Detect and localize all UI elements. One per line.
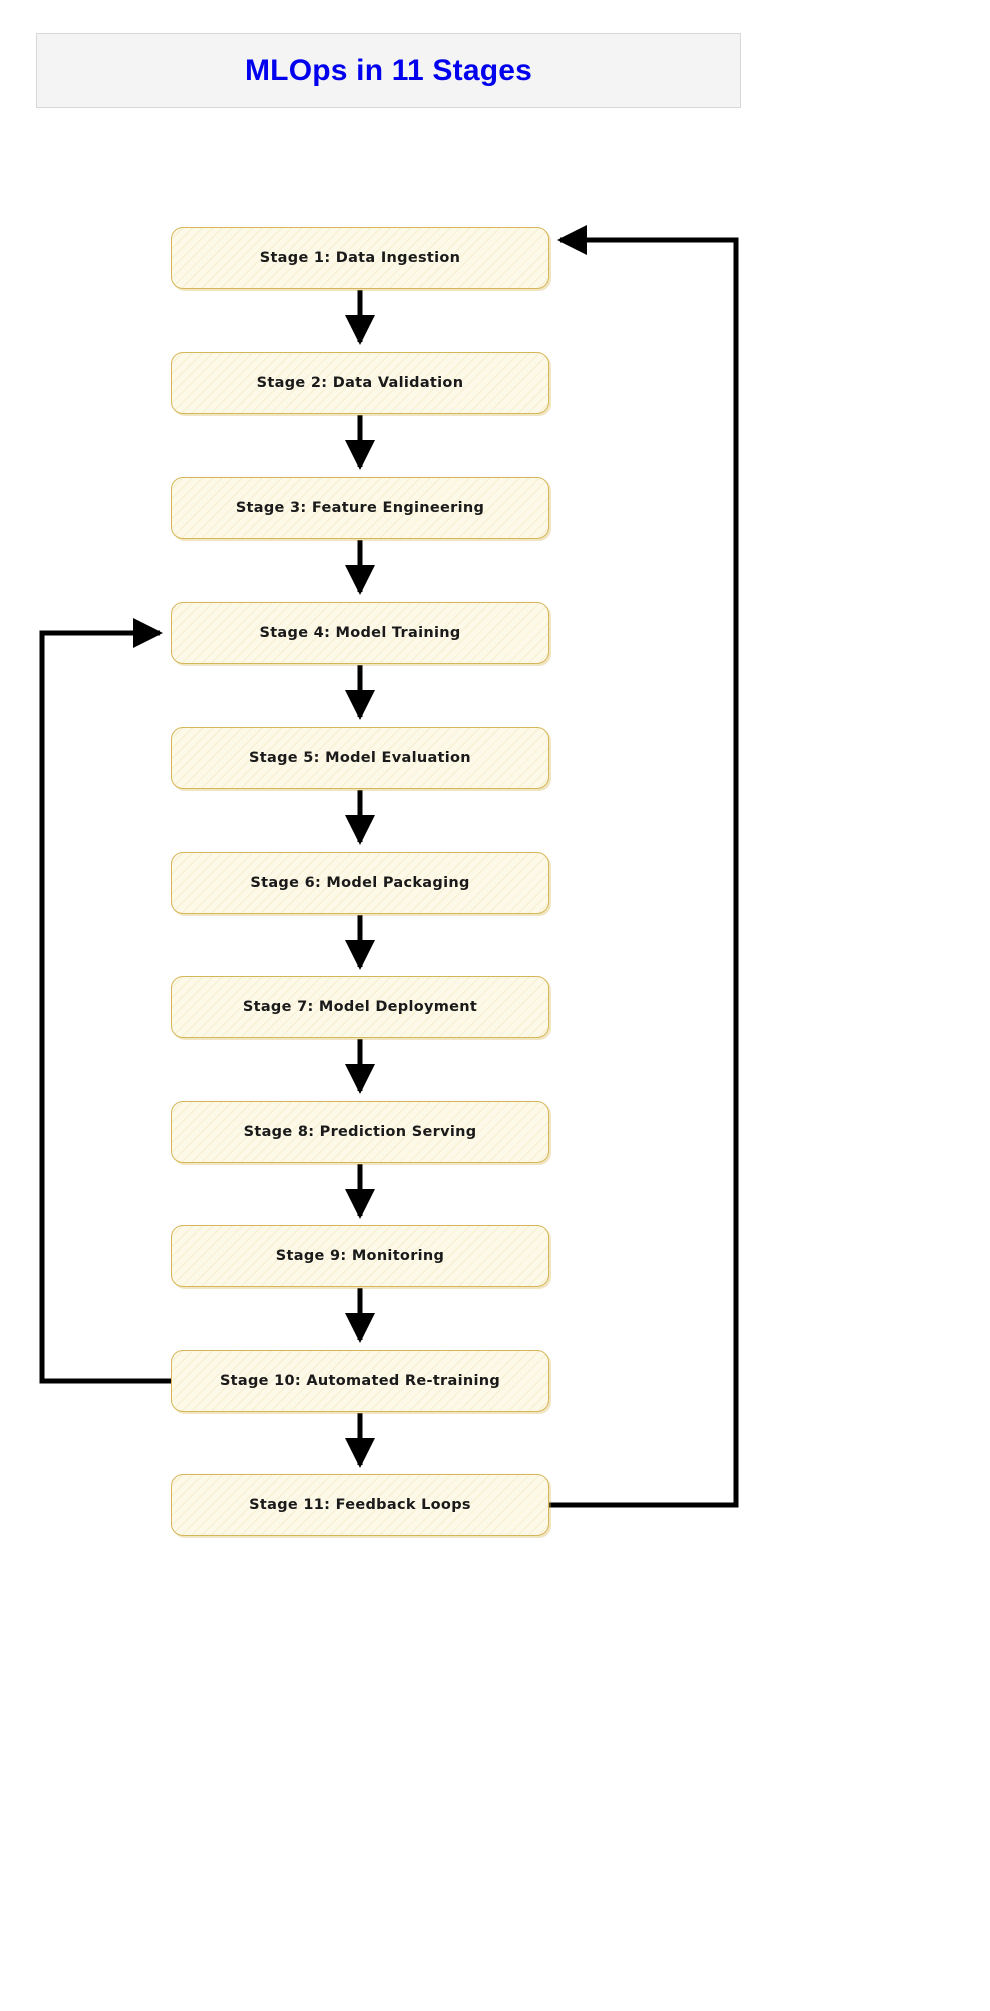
node-stage10-label: Stage 10: Automated Re-training bbox=[219, 1373, 501, 1389]
node-stage7[interactable] bbox=[171, 976, 549, 1038]
node-stage10[interactable] bbox=[171, 1350, 549, 1412]
node-stage5-label: Stage 5: Model Evaluation bbox=[249, 750, 471, 766]
node-stage3[interactable] bbox=[171, 477, 549, 539]
node-stage3-label: Stage 3: Feature Engineering bbox=[235, 500, 485, 516]
node-stage6-label: Stage 6: Model Packaging bbox=[250, 875, 470, 891]
edge-stage10-stage4-loop bbox=[42, 633, 171, 1381]
node-stage6[interactable] bbox=[171, 852, 549, 914]
node-stage1[interactable] bbox=[171, 227, 549, 289]
node-stage4-label: Stage 4: Model Training bbox=[259, 625, 461, 641]
node-stage11[interactable] bbox=[171, 1474, 549, 1536]
node-stage8-label: Stage 8: Prediction Serving bbox=[243, 1124, 477, 1140]
node-stage7-label: Stage 7: Model Deployment bbox=[242, 999, 478, 1015]
page-title: MLOps in 11 Stages bbox=[244, 53, 533, 87]
node-stage11-label: Stage 11: Feedback Loops bbox=[249, 1497, 471, 1513]
node-stage9-label: Stage 9: Monitoring bbox=[275, 1248, 445, 1264]
node-stage2[interactable] bbox=[171, 352, 549, 414]
node-stage1-label: Stage 1: Data Ingestion bbox=[259, 250, 461, 266]
node-stage2-label: Stage 2: Data Validation bbox=[256, 375, 464, 391]
node-stage5[interactable] bbox=[171, 727, 549, 789]
node-stage9[interactable] bbox=[171, 1225, 549, 1287]
edge-stage11-stage1-loop bbox=[549, 240, 736, 1505]
node-stage4[interactable] bbox=[171, 602, 549, 664]
node-stage8[interactable] bbox=[171, 1101, 549, 1163]
